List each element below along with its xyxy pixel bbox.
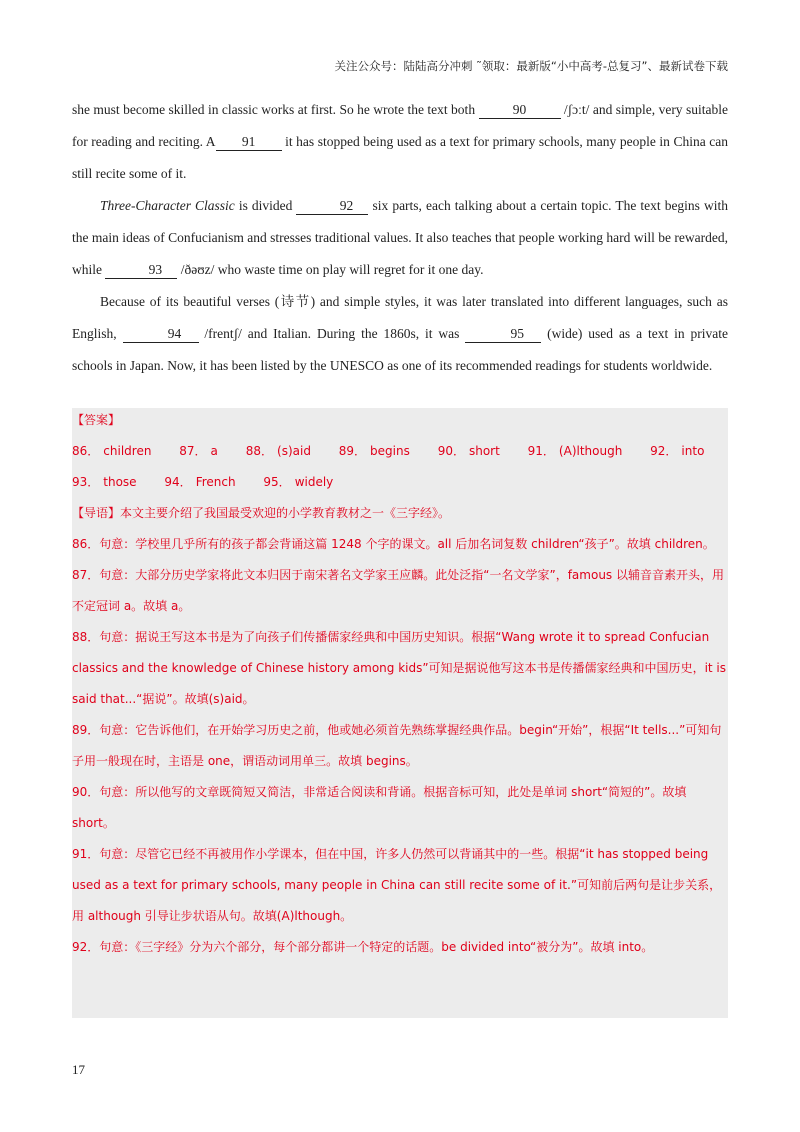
blank-91: 91 <box>216 134 282 151</box>
explanation-87: 87．句意：大部分历史学家将此文本归因于南宋著名文学家王应麟。此处泛指“一名文学家”，famous 以辅音音素开头，用不定冠词 a。故填 a。 <box>72 568 724 613</box>
answer-number: 88． <box>245 444 274 458</box>
blank-95: 95 <box>465 326 541 343</box>
passage-text: (wide) used as a text in private schools in Japan. Now, it has been listed by the UNESCO as one of its recommended readings for students worldwide. <box>72 326 728 373</box>
page-header: 关注公众号：陆陆高分冲刺 ˜领取：最新版“小中高考-总复习”、最新试卷下载 <box>334 59 728 73</box>
answer-92 <box>650 436 704 467</box>
answer-number: 86． <box>72 444 100 458</box>
passage-paragraph-2 <box>72 190 728 286</box>
blank-93: 93 <box>105 262 177 279</box>
passage-text: is divided <box>234 198 297 213</box>
answer-text: widely <box>294 475 334 489</box>
answer-text: (A)lthough <box>558 444 623 458</box>
passage-text: /ðəʊz/ who waste time on play will regret for it one day. <box>177 262 484 277</box>
answer-text: short <box>468 444 500 458</box>
passage-paragraph-3 <box>72 286 728 382</box>
answer-89 <box>339 436 410 467</box>
answer-row-2 <box>72 467 728 498</box>
answer-text: (s)aid <box>277 444 311 458</box>
passage-text: it has stopped being used as a text for primary schools, many people in China can still recite some of it. <box>72 134 728 181</box>
reading-passage <box>72 94 728 382</box>
answer-text: children <box>103 444 152 458</box>
answer-88 <box>246 436 311 467</box>
passage-text: /ʃɔːt/ and simple, very suitable for reading and reciting. A <box>72 102 728 149</box>
answer-label: 【答案】 <box>72 413 121 427</box>
passage-text: she must become skilled in classic works at first. So he wrote the text both <box>72 102 479 117</box>
explanation-91: 91．句意：尽管它已经不再被用作小学课本，但在中国，许多人仍然可以背诵其中的一些。根据“it has stopped being used as a text for primary schools, many people in China can still recite some of it.”可知前后两句是让步关系，用 although 引导让步状语从句。故填(A)lthough。 <box>72 847 722 923</box>
answer-95 <box>263 467 333 498</box>
answer-text: into <box>681 444 705 458</box>
answer-86 <box>72 436 151 467</box>
answer-section <box>72 405 728 963</box>
explanation-86: 86．句意：学校里几乎所有的孩子都会背诵这篇 1248 个字的课文。all 后加名词复数 children“孩子”。故填 children。 <box>72 537 715 551</box>
answer-91 <box>528 436 623 467</box>
answer-text: begins <box>370 444 410 458</box>
answer-number: 94． <box>164 475 192 489</box>
answer-87 <box>179 436 218 467</box>
explanation-89: 89．句意：它告诉他们，在开始学习历史之前，他或她必须首先熟练掌握经典作品。begin“开始”，根据“It tells...”可知句子用一般现在时，主语是 one，谓语动词用单三。故填 begins。 <box>72 723 722 768</box>
explanation-90: 90．句意：所以他写的文章既简短又简洁，非常适合阅读和背诵。根据音标可知，此处是单词 short“简短的”。故填 short。 <box>72 785 687 830</box>
blank-94: 94 <box>123 326 199 343</box>
passage-text: /frentʃ/ and Italian. During the 1860s, it was <box>198 326 466 341</box>
answer-94 <box>164 467 235 498</box>
answer-number: 91． <box>527 444 555 458</box>
answer-93 <box>72 467 137 498</box>
answer-number: 89． <box>338 444 367 458</box>
page-number: 17 <box>72 1062 85 1077</box>
passage-text: six parts, each talking about a certain topic. The text begins with the main ideas of Confucianism and stresses traditional values. It also teaches that people working hard will be rewarded, while <box>72 198 728 277</box>
answer-number: 90． <box>437 444 465 458</box>
explanation-92: 92．句意：《三字经》分为六个部分，每个部分都讲一个特定的话题。be divided into“被分为”。故填 into。 <box>72 940 654 954</box>
answer-text: those <box>103 475 137 489</box>
explanation-88: 88．句意：据说王写这本书是为了向孩子们传播儒家经典和中国历史知识。根据“Wang wrote it to spread Confucian classics and the knowledge of Chinese history among kids”可知是据说他写这本书是传播儒家经典和中国历史，it is said that...“据说”。故填(s)aid。 <box>72 630 727 706</box>
answer-text: a <box>210 444 218 458</box>
answer-number: 95． <box>263 475 291 489</box>
passage-text: Because of its beautiful verses (诗节) and simple styles, it was later translated into different languages, such as English, <box>72 294 728 341</box>
blank-90: 90 <box>479 102 561 119</box>
passage-paragraph-1 <box>72 94 728 190</box>
answer-number: 87． <box>179 444 207 458</box>
book-title: Three-Character Classic <box>100 198 235 213</box>
answer-row-1 <box>72 436 728 467</box>
answer-number: 93． <box>72 475 100 489</box>
answer-text: French <box>195 475 236 489</box>
answer-number: 92． <box>650 444 678 458</box>
answer-90 <box>438 436 500 467</box>
blank-92: 92 <box>296 198 368 215</box>
explanation-intro: 【导语】本文主要介绍了我国最受欢迎的小学教育教材之一《三字经》。 <box>72 506 451 520</box>
